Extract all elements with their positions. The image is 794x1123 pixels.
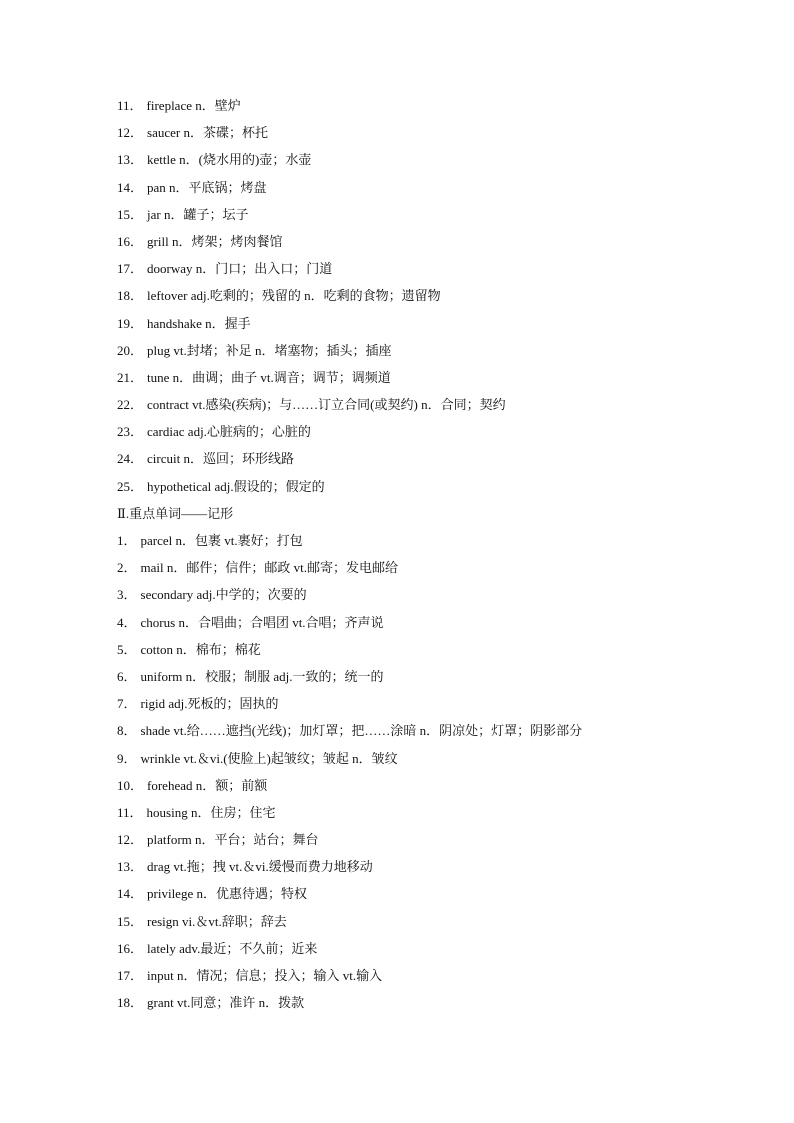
entry-word: parcel	[140, 533, 173, 548]
vocab-entry	[117, 255, 757, 282]
vocab-entry	[117, 310, 757, 337]
vocab-entry	[117, 337, 757, 364]
entry-number: 17．	[117, 261, 144, 277]
entry-definition: n．平底锅；烤盘	[165, 179, 267, 195]
entry-word: uniform	[140, 668, 183, 684]
vocab-entry	[117, 282, 757, 309]
entry-number: 5．	[117, 641, 137, 657]
entry-definition: n．(烧水用的)壶；水壶	[175, 152, 312, 168]
entry-word: fireplace	[146, 98, 192, 113]
entry-number: 18．	[117, 288, 144, 304]
entry-definition: adj.中学的；次要的	[193, 587, 307, 603]
vocab-entry	[117, 527, 757, 554]
entry-word: privilege	[147, 886, 194, 902]
entry-word: rigid	[140, 696, 166, 712]
vocab-entry	[117, 92, 757, 119]
entry-definition: vt.给……遮挡(光线)；加灯罩；把……涂暗 n．阴凉处；灯罩；阴影部分	[170, 723, 583, 739]
entry-number: 14．	[117, 179, 144, 195]
entry-definition: vt.拖；拽 vt.＆vi.缓慢而费力地移动	[170, 859, 373, 875]
entry-number: 15．	[117, 913, 144, 929]
entry-definition: n．烤架；烤肉餐馆	[168, 233, 283, 249]
entry-definition: n．茶碟；杯托	[180, 125, 268, 141]
entry-definition: n．情况；信息；投入；输入 vt.输入	[173, 968, 383, 983]
entry-number: 19．	[117, 315, 144, 331]
entry-number: 3．	[117, 587, 137, 603]
entry-word: housing	[146, 804, 188, 820]
vocab-entry	[117, 554, 757, 581]
entry-number: 9．	[117, 750, 137, 766]
entry-number: 12．	[117, 832, 144, 848]
entry-definition: vi.＆vt.辞职；辞去	[178, 913, 287, 929]
entry-number: 25．	[117, 478, 144, 494]
entry-word: tune	[147, 369, 170, 385]
entry-number: 7．	[117, 696, 137, 712]
entry-word: lately	[147, 940, 176, 956]
entry-word: shade	[140, 723, 171, 739]
vocab-entry	[117, 581, 757, 608]
entry-word: cotton	[140, 641, 174, 657]
entry-number: 1．	[117, 533, 137, 548]
entry-definition: adj.死板的；固执的	[165, 696, 279, 712]
entry-definition: vt.同意；准许 n．拨款	[173, 995, 305, 1011]
entry-definition: n．优惠待遇；特权	[193, 886, 307, 902]
vocab-entry	[117, 826, 757, 853]
entry-number: 2．	[117, 560, 137, 576]
entry-number: 14．	[117, 886, 144, 902]
entry-word: doorway	[147, 261, 193, 277]
entry-definition: adj.心脏病的；心脏的	[184, 424, 311, 440]
entry-definition: n．住房；住宅	[187, 804, 276, 820]
vocab-entry	[117, 989, 757, 1016]
section-heading: Ⅱ.重点单词——记形	[117, 505, 234, 521]
vocab-entry	[117, 908, 757, 935]
entry-word: jar	[147, 206, 161, 222]
entry-word: circuit	[147, 451, 181, 467]
entry-word: grant	[147, 995, 174, 1011]
entry-number: 16．	[117, 940, 144, 956]
entry-definition: n．握手	[201, 315, 251, 331]
vocabulary-list	[117, 92, 757, 1016]
entry-number: 15．	[117, 206, 144, 222]
vocab-entry	[117, 745, 757, 772]
entry-definition: n．门口；出入口；门道	[192, 261, 333, 277]
entry-number: 16．	[117, 233, 144, 249]
entry-number: 13．	[117, 859, 144, 875]
entry-definition: n．棉布；棉花	[173, 641, 261, 657]
entry-definition: n．壁炉	[192, 98, 241, 113]
entry-word: mail	[140, 560, 164, 576]
vocab-entry	[117, 174, 757, 201]
vocab-entry	[117, 445, 757, 472]
vocab-section-2	[117, 527, 757, 1016]
entry-number: 21．	[117, 369, 144, 385]
entry-number: 12．	[117, 125, 144, 141]
entry-definition: n．罐子；坛子	[160, 206, 249, 222]
entry-word: leftover	[147, 288, 188, 304]
entry-number: 22．	[117, 397, 144, 413]
vocab-entry	[117, 799, 757, 826]
vocab-entry	[117, 609, 757, 636]
entry-number: 23．	[117, 424, 144, 440]
entry-definition: n．合唱曲；合唱团 vt.合唱；齐声说	[175, 614, 384, 630]
vocab-entry	[117, 146, 757, 173]
entry-word: pan	[147, 179, 166, 195]
entry-word: grill	[147, 233, 169, 249]
vocab-entry	[117, 880, 757, 907]
entry-word: saucer	[147, 125, 181, 141]
entry-number: 20．	[117, 342, 144, 358]
entry-definition: vt.感染(疾病)；与……订立合同(或契约) n．合同；契约	[188, 397, 506, 413]
entry-word: hypothetical	[147, 478, 212, 494]
entry-word: cardiac	[147, 424, 185, 440]
entry-number: 11．	[117, 98, 143, 113]
entry-word: plug	[147, 342, 171, 358]
vocab-entry	[117, 690, 757, 717]
vocab-entry	[117, 636, 757, 663]
entry-definition: n．校服；制服 adj.一致的；统一的	[182, 668, 384, 684]
entry-definition: n．平台；站台；舞台	[191, 832, 319, 848]
entry-word: resign	[147, 913, 179, 929]
entry-number: 10．	[117, 777, 144, 793]
entry-definition: vt.封堵；补足 n．堵塞物；插头；插座	[170, 342, 392, 358]
entry-word: secondary	[140, 587, 194, 603]
vocab-entry	[117, 391, 757, 418]
entry-word: chorus	[140, 614, 176, 630]
entry-word: input	[147, 968, 174, 983]
entry-word: platform	[147, 832, 192, 848]
entry-number: 24．	[117, 451, 144, 467]
entry-number: 17．	[117, 968, 144, 983]
vocab-entry	[117, 717, 757, 744]
entry-word: kettle	[147, 152, 176, 168]
entry-word: handshake	[147, 315, 202, 331]
vocab-entry	[117, 364, 757, 391]
vocab-entry	[117, 962, 757, 989]
vocab-entry	[117, 418, 757, 445]
entry-word: wrinkle	[140, 750, 181, 766]
entry-definition: vt.＆vi.(使脸上)起皱纹；皱起 n．皱纹	[180, 750, 398, 766]
entry-definition: n．巡回；环形线路	[180, 451, 294, 467]
vocab-entry	[117, 228, 757, 255]
vocab-entry	[117, 853, 757, 880]
entry-definition: adj.吃剩的；残留的 n．吃剩的食物；遗留物	[187, 288, 441, 304]
entry-definition: n．曲调；曲子 vt.调音；调节；调频道	[169, 369, 391, 385]
vocab-entry	[117, 119, 757, 146]
entry-definition: n．额；前额	[192, 777, 268, 793]
entry-definition: n．邮件；信件；邮政 vt.邮寄；发电邮给	[163, 560, 398, 576]
entry-word: forehead	[147, 777, 193, 793]
vocab-entry	[117, 772, 757, 799]
entry-word: drag	[147, 859, 171, 875]
vocab-section-1	[117, 92, 757, 500]
entry-number: 11．	[117, 804, 143, 820]
entry-definition: adj.假设的；假定的	[211, 478, 325, 494]
vocab-entry	[117, 935, 757, 962]
entry-number: 6．	[117, 668, 137, 684]
entry-number: 4．	[117, 614, 137, 630]
entry-definition: n．包裹 vt.裹好；打包	[172, 533, 303, 548]
entry-number: 18．	[117, 995, 144, 1011]
entry-number: 8．	[117, 723, 137, 739]
vocab-entry	[117, 663, 757, 690]
entry-word: contract	[147, 397, 189, 413]
vocab-entry	[117, 473, 757, 500]
entry-definition: adv.最近；不久前；近来	[175, 940, 318, 956]
vocab-entry	[117, 201, 757, 228]
entry-number: 13．	[117, 152, 144, 168]
